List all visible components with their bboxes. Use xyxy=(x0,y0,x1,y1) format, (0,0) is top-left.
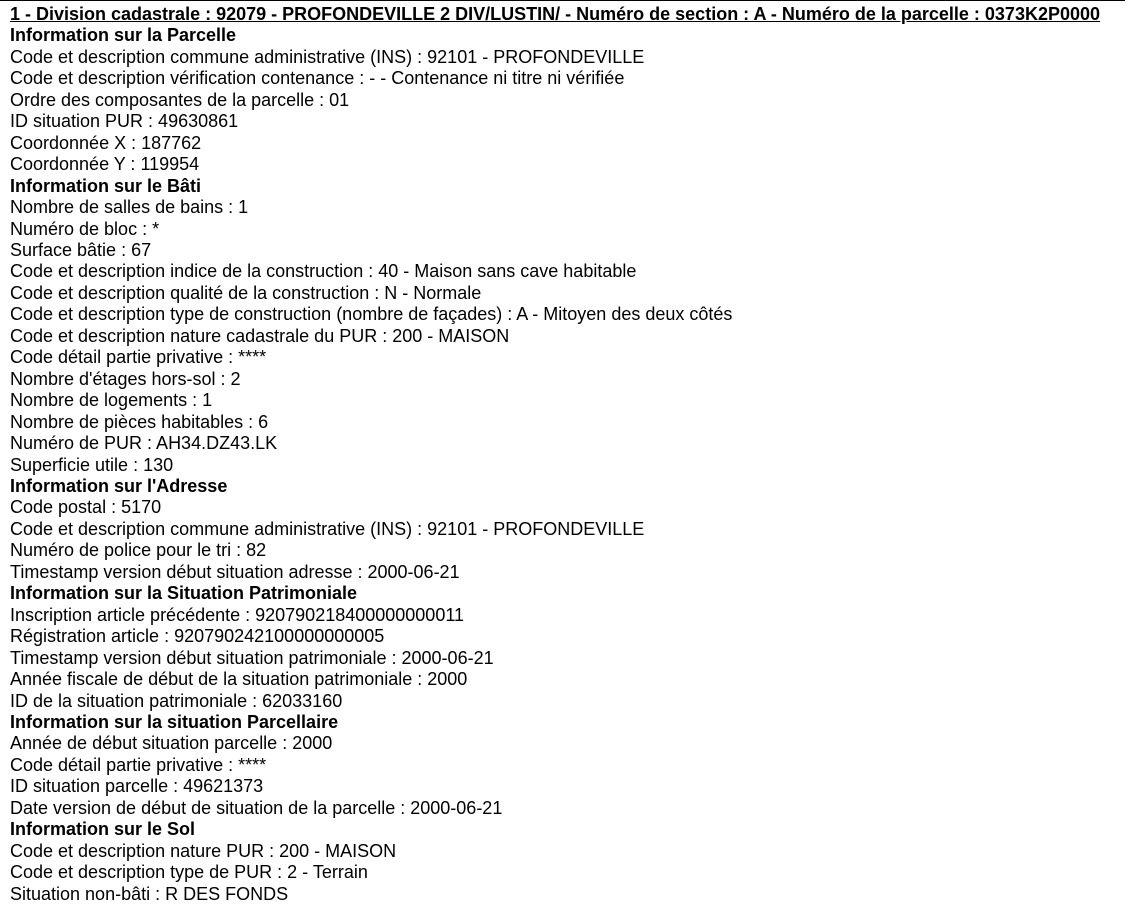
field-id-situation-pur: ID situation PUR : 49630861 xyxy=(10,111,239,132)
field-code-postal: Code postal : 5170 xyxy=(10,497,162,518)
field-qualite-construction: Code et description qualité de la construction : N - Normale xyxy=(10,282,482,303)
field-commune-ins: Code et description commune administrative (INS) : 92101 - PROFONDEVILLE xyxy=(10,46,645,67)
field-timestamp-patrimoniale: Timestamp version début situation patrimoniale : 2000-06-21 xyxy=(10,647,494,668)
field-registration-article: Régistration article : 920790242100000000005 xyxy=(10,626,385,647)
field-nombre-logements: Nombre de logements : 1 xyxy=(10,390,213,411)
section-parcelle xyxy=(10,25,1131,175)
field-type-construction: Code et description type de construction (nombre de façades) : A - Mitoyen des deux côtés xyxy=(10,304,733,325)
field-nature-cadastrale-pur: Code et description nature cadastrale du PUR : 200 - MAISON xyxy=(10,325,510,346)
field-coordonnee-x: Coordonnée X : 187762 xyxy=(10,132,202,153)
field-id-situation-parcelle: ID situation parcelle : 49621373 xyxy=(10,776,264,797)
section-adresse xyxy=(10,476,1131,583)
section-heading-bati: Information sur le Bâti xyxy=(10,175,202,196)
field-commune-ins-adresse: Code et description commune administrative (INS) : 92101 - PROFONDEVILLE xyxy=(10,518,645,539)
field-type-pur: Code et description type de PUR : 2 - Terrain xyxy=(10,862,368,883)
field-timestamp-adresse: Timestamp version début situation adresse : 2000-06-21 xyxy=(10,561,460,582)
section-heading-situation-patrimoniale: Information sur la Situation Patrimoniale xyxy=(10,583,358,604)
section-heading-adresse: Information sur l'Adresse xyxy=(10,475,228,496)
section-bati xyxy=(10,176,1131,476)
document-title: 1 - Division cadastrale : 92079 - PROFONDEVILLE 2 DIV/LUSTIN/ - Numéro de section : A - Numéro de la parcelle : 0373K2P0000 xyxy=(10,4,1101,24)
section-heading-parcelle: Information sur la Parcelle xyxy=(10,25,237,46)
section-heading-situation-parcellaire: Information sur la situation Parcellaire xyxy=(10,711,339,732)
section-sol xyxy=(10,819,1131,905)
field-numero-pur: Numéro de PUR : AH34.DZ43.LK xyxy=(10,433,278,454)
field-indice-construction: Code et description indice de la construction : 40 - Maison sans cave habitable xyxy=(10,261,637,282)
field-situation-non-bati: Situation non-bâti : R DES FONDS xyxy=(10,883,289,904)
field-verification-contenance: Code et description vérification contenance : - - Contenance ni titre ni vérifiée xyxy=(10,68,625,89)
field-etages-hors-sol: Nombre d'étages hors-sol : 2 xyxy=(10,368,241,389)
field-code-detail-partie-privative: Code détail partie privative : **** xyxy=(10,347,267,368)
field-date-version-parcelle: Date version de début de situation de la parcelle : 2000-06-21 xyxy=(10,797,503,818)
field-code-detail-partie-privative-parcelle: Code détail partie privative : **** xyxy=(10,754,267,775)
field-coordonnee-y: Coordonnée Y : 119954 xyxy=(10,154,200,175)
field-pieces-habitables: Nombre de pièces habitables : 6 xyxy=(10,411,269,432)
field-numero-bloc: Numéro de bloc : * xyxy=(10,218,160,239)
field-ordre-composantes: Ordre des composantes de la parcelle : 01 xyxy=(10,89,350,110)
field-surface-batie: Surface bâtie : 67 xyxy=(10,239,152,260)
section-heading-sol: Information sur le Sol xyxy=(10,819,196,840)
field-inscription-article-precedente: Inscription article précédente : 920790218400000000011 xyxy=(10,604,465,625)
field-annee-debut-parcelle: Année de début situation parcelle : 2000 xyxy=(10,733,333,754)
section-situation-patrimoniale xyxy=(10,583,1131,712)
top-rule xyxy=(0,0,1125,1)
field-superficie-utile: Superficie utile : 130 xyxy=(10,454,174,475)
section-situation-parcellaire xyxy=(10,712,1131,819)
field-nature-pur: Code et description nature PUR : 200 - MAISON xyxy=(10,840,397,861)
field-numero-police-tri: Numéro de police pour le tri : 82 xyxy=(10,540,267,561)
field-id-situation-patrimoniale: ID de la situation patrimoniale : 62033160 xyxy=(10,690,343,711)
field-annee-fiscale-patrimoniale: Année fiscale de début de la situation patrimoniale : 2000 xyxy=(10,669,468,690)
field-salles-de-bains: Nombre de salles de bains : 1 xyxy=(10,197,249,218)
